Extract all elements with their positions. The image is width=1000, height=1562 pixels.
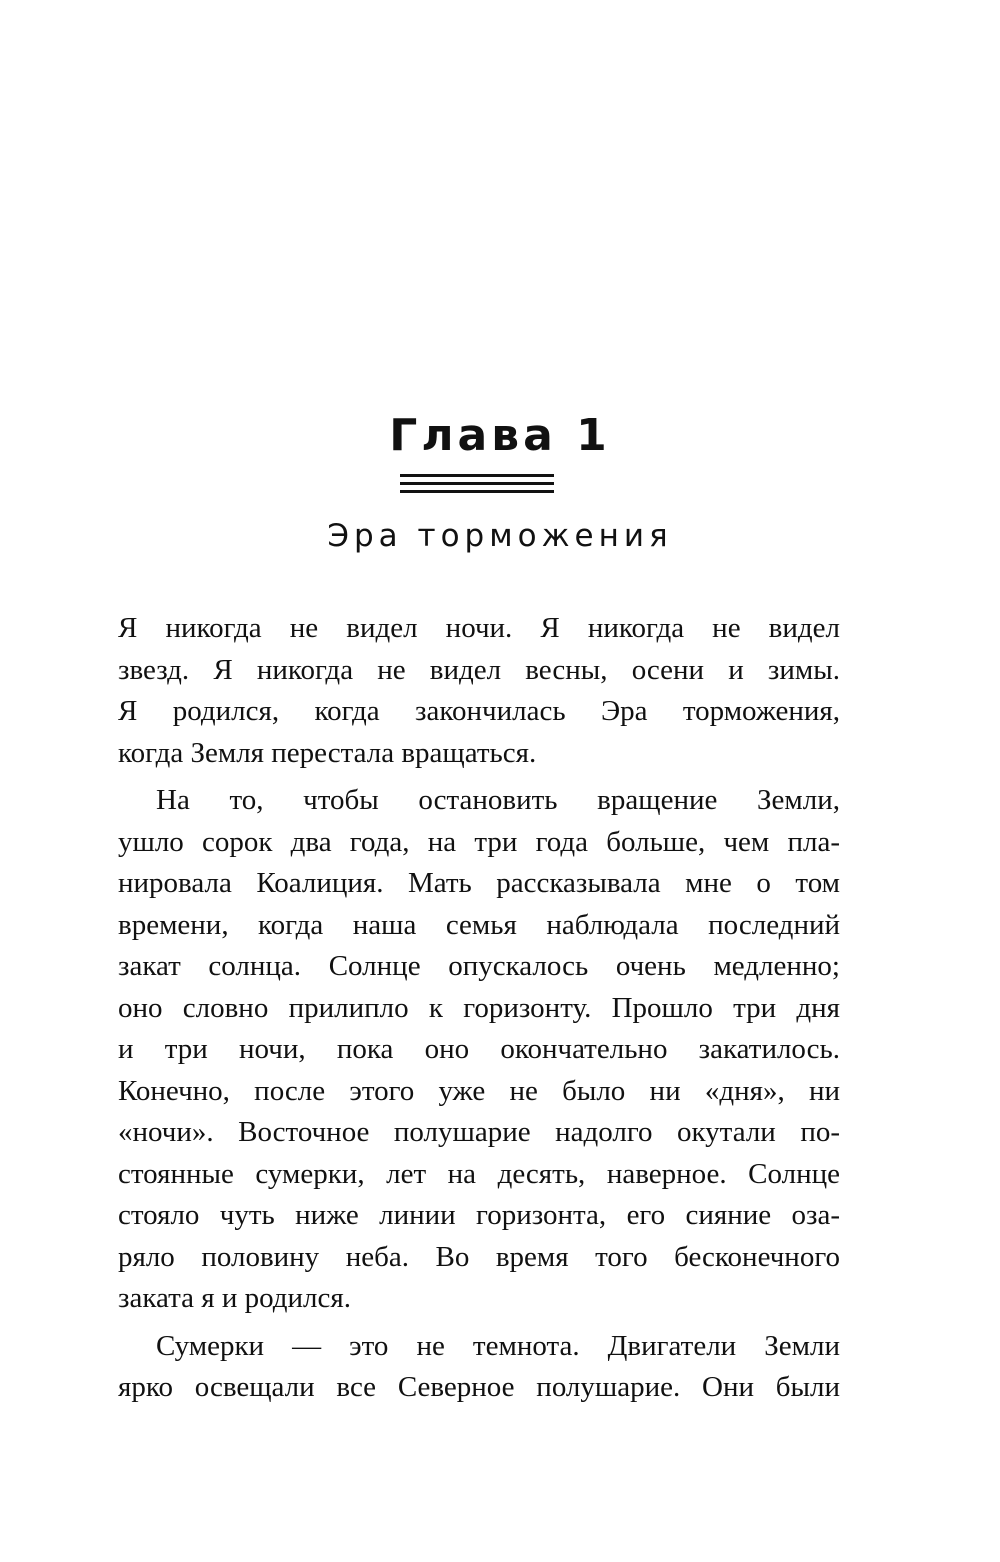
text-line: и три ночи, пока оно окончательно закатилось. (118, 1033, 840, 1065)
paragraph-3 (118, 1326, 840, 1409)
text-line: оно словно прилипло к горизонту. Прошло три дня (118, 991, 840, 1024)
text-line: нировала Коалиция. Мать рассказывала мне о том (118, 867, 840, 899)
divider-line (400, 490, 554, 493)
text-line: стоянные сумерки, лет на десять, наверное. Солнце (118, 1157, 840, 1190)
text-line: «ночи». Восточное полушарие надолго окутали по- (118, 1116, 840, 1148)
text-line: Я родился, когда закончилась Эра торможения, (118, 695, 840, 727)
paragraph-1 (118, 608, 840, 774)
chapter-subtitle: Эра торможения (327, 518, 673, 554)
chapter-body (118, 608, 840, 1409)
text-line: Конечно, после этого уже не было ни «дня», ни (118, 1074, 840, 1107)
text-line: ушло сорок два года, на три года больше, чем пла- (118, 825, 840, 858)
text-line: На то, чтобы остановить вращение Земли, (156, 784, 840, 816)
text-line: ярко освещали все Северное полушарие. Они были (118, 1371, 840, 1403)
divider-line (400, 474, 554, 477)
text-line: звезд. Я никогда не видел весны, осени и зимы. (118, 653, 840, 686)
text-line: заката я и родился. (118, 1282, 351, 1314)
text-line: Я никогда не видел ночи. Я никогда не видел (118, 612, 840, 644)
text-line: стояло чуть ниже линии горизонта, его сияние оза- (118, 1199, 840, 1231)
divider-line (400, 482, 554, 485)
text-line: ряло половину неба. Во время того бесконечного (118, 1240, 840, 1273)
text-line: Сумерки — это не темнота. Двигатели Земли (156, 1329, 840, 1362)
text-line: когда Земля перестала вращаться. (118, 736, 537, 769)
paragraph-2 (118, 780, 840, 1320)
text-line: времени, когда наша семья наблюдала последний (118, 908, 840, 941)
chapter-divider-ornament (400, 474, 554, 494)
text-line: закат солнца. Солнце опускалось очень медленно; (118, 950, 840, 982)
chapter-title: Глава 1 (389, 410, 611, 461)
